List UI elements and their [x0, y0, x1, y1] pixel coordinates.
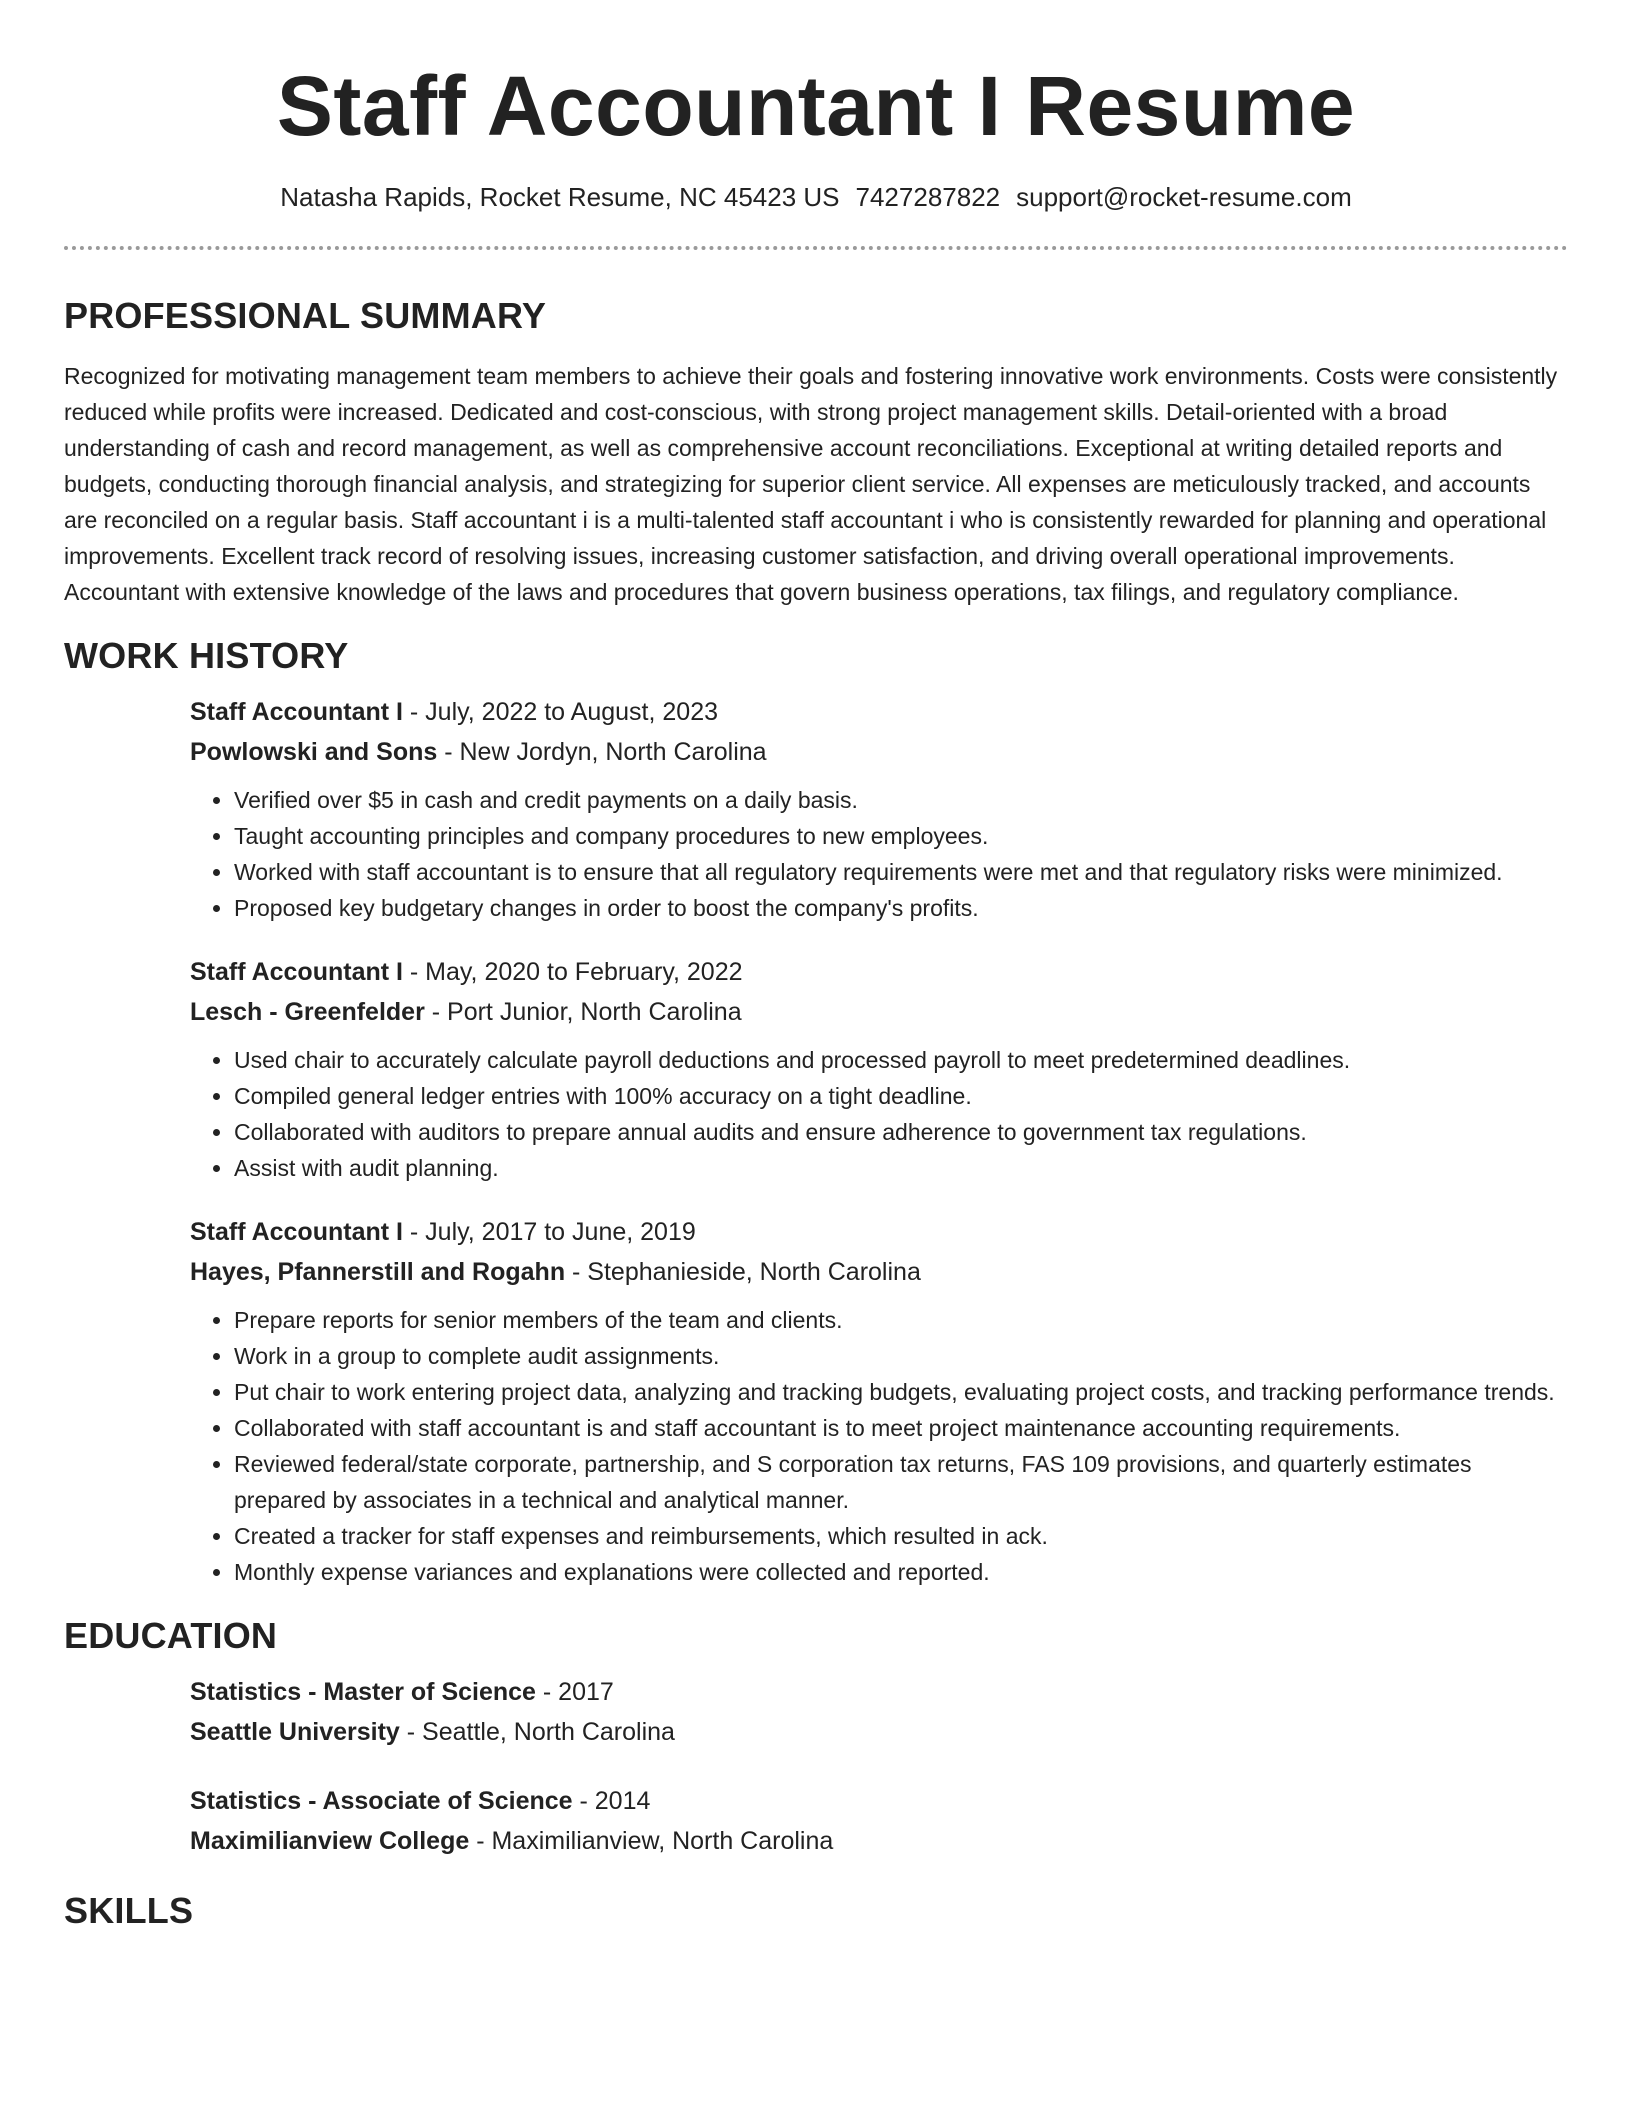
education-degree-line — [190, 1672, 1568, 1712]
job-bullet: • Worked with staff accountant is to ensure that all regulatory requirements were met and that regulatory risks were minimized. — [234, 854, 1568, 890]
job-bullet: • Assist with audit planning. — [234, 1150, 1568, 1186]
resume-page — [64, 0, 1568, 1933]
job-title-line — [190, 1212, 1568, 1252]
job-bullet: • Collaborated with auditors to prepare annual audits and ensure adherence to government tax regulations. — [234, 1114, 1568, 1150]
contact-email: support@rocket-resume.com — [1016, 182, 1352, 212]
job-entry — [190, 1212, 1568, 1590]
job-entry — [190, 692, 1568, 926]
job-bullet: • Proposed key budgetary changes in order to boost the company's profits. — [234, 890, 1568, 926]
header-divider — [64, 246, 1568, 250]
education-degree: Statistics - Associate of Science — [190, 1787, 573, 1815]
job-dates: - July, 2022 to August, 2023 — [402, 698, 718, 726]
job-bullet: • Used chair to accurately calculate payroll deductions and processed payroll to meet predetermined deadlines. — [234, 1042, 1568, 1078]
contact-phone: 7427287822 — [855, 182, 1001, 212]
education-location: - Seattle, North Carolina — [399, 1718, 675, 1746]
job-bullets — [190, 782, 1568, 926]
education-school-line — [190, 1821, 1568, 1861]
education-entry — [190, 1781, 1568, 1861]
job-bullet: • Taught accounting principles and company procedures to new employees. — [234, 818, 1568, 854]
job-location: - Port Junior, North Carolina — [424, 998, 742, 1026]
job-bullet: • Compiled general ledger entries with 100% accuracy on a tight deadline. — [234, 1078, 1568, 1114]
education-degree-line — [190, 1781, 1568, 1821]
job-entry — [190, 952, 1568, 1186]
education-degree: Statistics - Master of Science — [190, 1678, 536, 1706]
education-school: Seattle University — [190, 1718, 400, 1746]
education-year: - 2017 — [535, 1678, 614, 1706]
job-bullet: • Verified over $5 in cash and credit payments on a daily basis. — [234, 782, 1568, 818]
education-heading: EDUCATION — [64, 1615, 278, 1656]
contact-address: Natasha Rapids, Rocket Resume, NC 45423 US — [280, 182, 840, 212]
job-bullet: • Prepare reports for senior members of the team and clients. — [234, 1302, 1568, 1338]
education-year: - 2014 — [572, 1787, 651, 1815]
skills-heading: SKILLS — [64, 1890, 194, 1931]
job-title-line — [190, 692, 1568, 732]
job-bullet: • Put chair to work entering project data, analyzing and tracking budgets, evaluating project costs, and tracking performance trends. — [234, 1374, 1568, 1410]
summary-text: Recognized for motivating management team members to achieve their goals and fostering innovative work environments. Costs were consistently reduced while profits were increased. Dedicated and cost-conscious, with strong project management skills. Detail-oriented with a broad understanding of cash and record management, as well as comprehensive account reconciliations. Exceptional at writing detailed reports and budgets, conducting thorough financial analysis, and strategizing for superior client service. All expenses are meticulously tracked, and accounts are reconciled on a regular basis. Staff accountant i is a multi-talented staff accountant i who is consistently rewarded for planning and operational improvements. Excellent track record of resolving issues, increasing customer satisfaction, and driving overall operational improvements. Accountant with extensive knowledge of the laws and procedures that govern business operations, tax filings, and regulatory compliance. — [64, 363, 1558, 605]
work-history-heading: WORK HISTORY — [64, 635, 349, 676]
job-title: Staff Accountant I — [190, 958, 403, 986]
education-location: - Maximilianview, North Carolina — [469, 1827, 834, 1855]
job-bullet: • Collaborated with staff accountant is and staff accountant is to meet project maintenance accounting requirements. — [234, 1410, 1568, 1446]
job-company: Hayes, Pfannerstill and Rogahn — [190, 1258, 566, 1286]
job-bullet: • Reviewed federal/state corporate, partnership, and S corporation tax returns, FAS 109 provisions, and quarterly estimates prepared by associates in a technical and analytical manner. — [234, 1446, 1568, 1518]
resume-title: Staff Accountant I Resume — [276, 59, 1356, 153]
education-school: Maximilianview College — [190, 1827, 470, 1855]
job-company: Lesch - Greenfelder — [190, 998, 425, 1026]
job-company-line — [190, 1252, 1568, 1292]
job-dates: - May, 2020 to February, 2022 — [402, 958, 743, 986]
job-location: - Stephanieside, North Carolina — [565, 1258, 921, 1286]
job-company-line — [190, 992, 1568, 1032]
job-bullet: • Work in a group to complete audit assignments. — [234, 1338, 1568, 1374]
education-entry — [190, 1672, 1568, 1752]
contact-line — [64, 180, 1568, 214]
job-location: - New Jordyn, North Carolina — [437, 738, 767, 766]
job-company-line — [190, 732, 1568, 772]
job-bullet: • Monthly expense variances and explanations were collected and reported. — [234, 1554, 1568, 1590]
summary-heading: PROFESSIONAL SUMMARY — [64, 295, 547, 336]
job-dates: - July, 2017 to June, 2019 — [402, 1218, 696, 1246]
job-bullets — [190, 1042, 1568, 1186]
job-company: Powlowski and Sons — [190, 738, 438, 766]
job-title-line — [190, 952, 1568, 992]
education-school-line — [190, 1712, 1568, 1752]
job-title: Staff Accountant I — [190, 1218, 403, 1246]
job-title: Staff Accountant I — [190, 698, 403, 726]
job-bullets — [190, 1302, 1568, 1590]
job-bullet: • Created a tracker for staff expenses and reimbursements, which resulted in ack. — [234, 1518, 1568, 1554]
